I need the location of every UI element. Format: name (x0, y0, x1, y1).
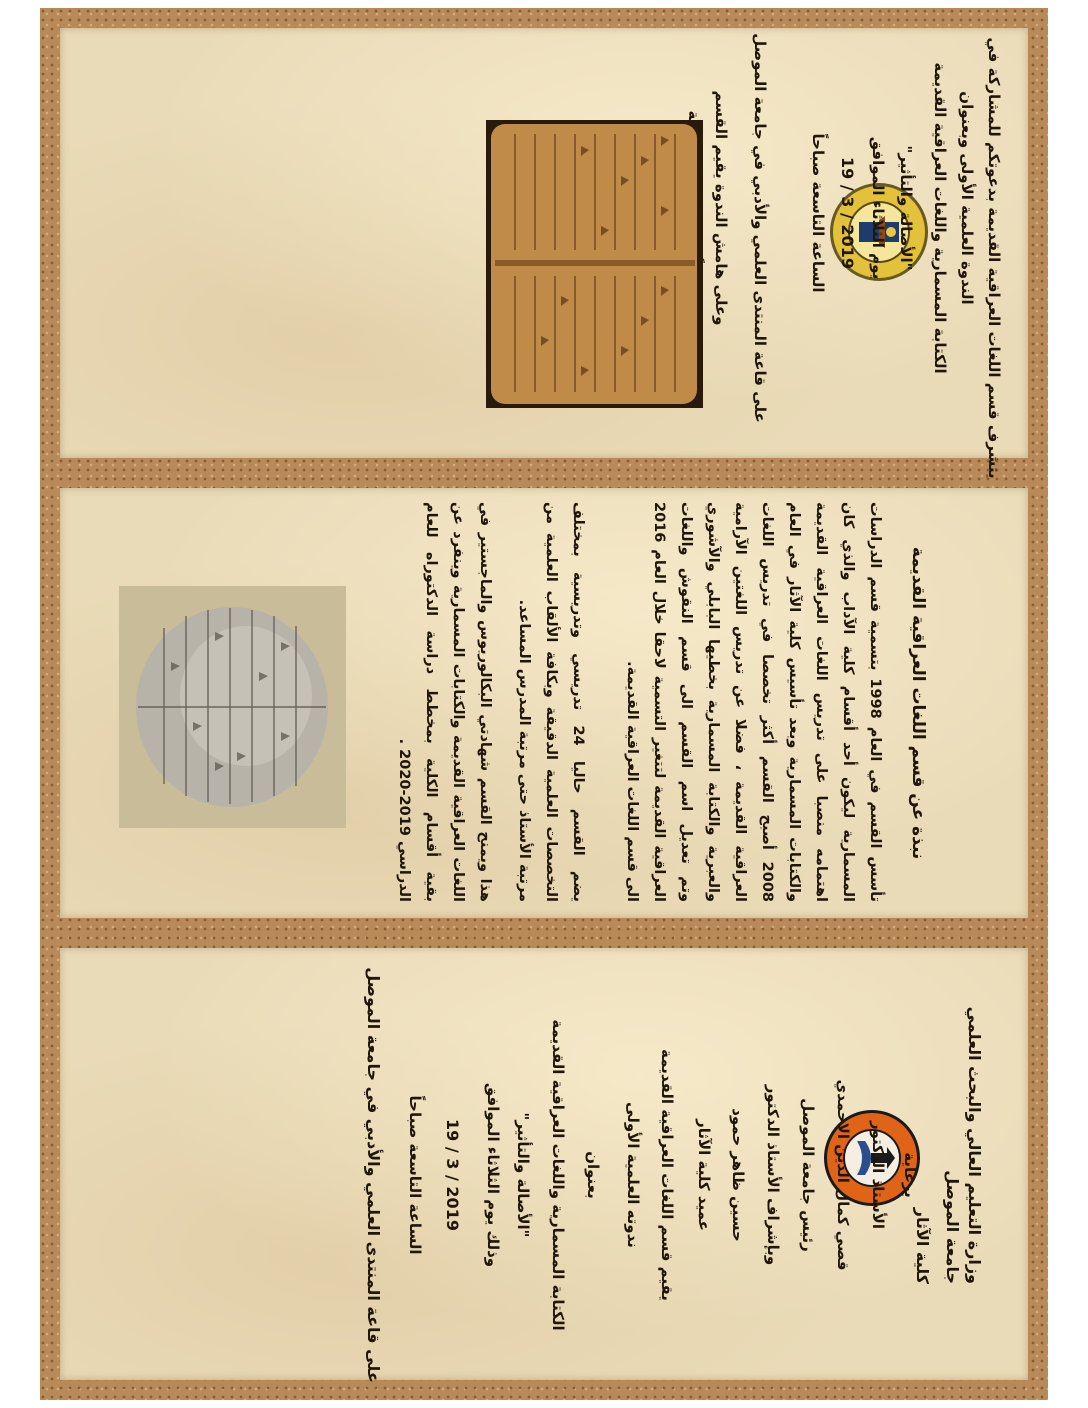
college-line: كلية الآثار (913, 1207, 932, 1284)
supervision-line: وبإشراف الأستاذ الدكتور (764, 1084, 782, 1266)
subtitle-line: "الأصالة والتأثير" (897, 145, 915, 271)
patronage-line: برعاية (901, 1152, 919, 1198)
event-line: ندوته العلمية الأولى (624, 1102, 642, 1248)
invitation-panel (60, 28, 1028, 479)
exhibit-line-1: وعلى هامش الندوة يقيم القسم (712, 90, 730, 326)
subtitle-line: "الأصالة والتأثير" (514, 1112, 532, 1238)
president-name-line: قصي كمال الدين الاحمدي (834, 1079, 852, 1271)
event-line: الندوة العلمية الأولى وبعنوان (958, 91, 976, 305)
date-line: 2019 / 3 / 19 (443, 1119, 462, 1231)
university-line: جامعة الموصل (943, 1170, 962, 1284)
topic-line: الكتابة المسمارية واللغات العراقية القديمة (931, 62, 949, 374)
dean-name-line: حسين ظاهر حمود (729, 1108, 747, 1242)
ministry-line: وزارة التعليم العالي والبحث العلمي (965, 1006, 984, 1284)
dean-role-line: عميد كلية الآثار (695, 1119, 713, 1231)
brochure-rotated-layout (40, 8, 1048, 1400)
about-paragraph-3: هذا ويمنح القسم شهادتي البكالوريوس والماجستير في اللغات العراقية القديمة والكتابات المسمارية وينفرد عن بقية أقسام الكلية بمخطط دراسة الدكتوراه للعام الدراسي 2019-2020 . (396, 502, 493, 902)
about-paragraph-2: يضم القسم حاليا 24 تدريسي وتدريسية بمختلف التخصصات العلمية الدقيقة وبكافة الألقاب العلمية من مرتبة الأستاذ حتى مرتبة المدرس المساعد. (516, 502, 586, 902)
titled-line: بعنوان (584, 1151, 602, 1199)
invitation-line: يتشرف قسم اللغات العراقية القديمة بدعوتكم للمشاركة في (985, 37, 1003, 479)
cuneiform-clay-tablet-image (486, 120, 703, 408)
organizer-line: يقيم قسم اللغات العراقية القديمة (658, 1049, 676, 1301)
cover-panel (60, 948, 1028, 1383)
time-line: الساعة التاسعة صباحاً (809, 133, 827, 293)
cuneiform-cylinder-image (119, 586, 346, 828)
venue-line: على قاعة المنتدى العلمي والأدبي في جامعة الموصل (364, 967, 383, 1383)
venue-line: على قاعة المنتدى العلمي والأدبي في جامعة الموصل (751, 33, 769, 423)
about-panel (60, 488, 1028, 918)
day-line: يوم الثلاثاء الموافق (869, 136, 887, 280)
time-line: الساعة التاسعة صباحاً (406, 1095, 424, 1255)
brochure-sheet (40, 8, 1048, 1400)
topic-line: الكتابة المسمارية واللغات العراقية القديمة (549, 1019, 567, 1331)
date-line: 2019 / 3 / 19 (838, 157, 857, 269)
president-role-line: رئيس جامعة الموصل (799, 1098, 817, 1252)
about-paragraph-1: تأسس القسم في العام 1998 بتسمية قسم الدراسات المسمارية ليكون أحد أقسام كلية الآداب والذي كان اهتمامه منصبا على تدريس اللغات العراقية القديمة والكتابات المسمارية وبعد تأسيس كلية الآثار في العام 2008 أصبح القسم أكثر تخصصا في تدريس اللغات العراقية القديمة ، فضلا عن تدريس اللغتين الآرامية والعبرية والكتابة المسمارية بخطيها البابلي والآشوري وتم تعديل اسم القسم الى قسم النقوش واللغات العراقية القديمة لتتغير التسمية لاحقا خلال العام 2016 الى قسم اللغات العراقية القديمة. (624, 502, 883, 903)
day-line: وذلك يوم الثلاثاء الموافق (484, 1082, 502, 1268)
professor-title-line: الأستاذ الدكتور (869, 1120, 887, 1230)
about-heading: نبذة عن قسم اللغات العراقية القديمة (908, 546, 928, 860)
